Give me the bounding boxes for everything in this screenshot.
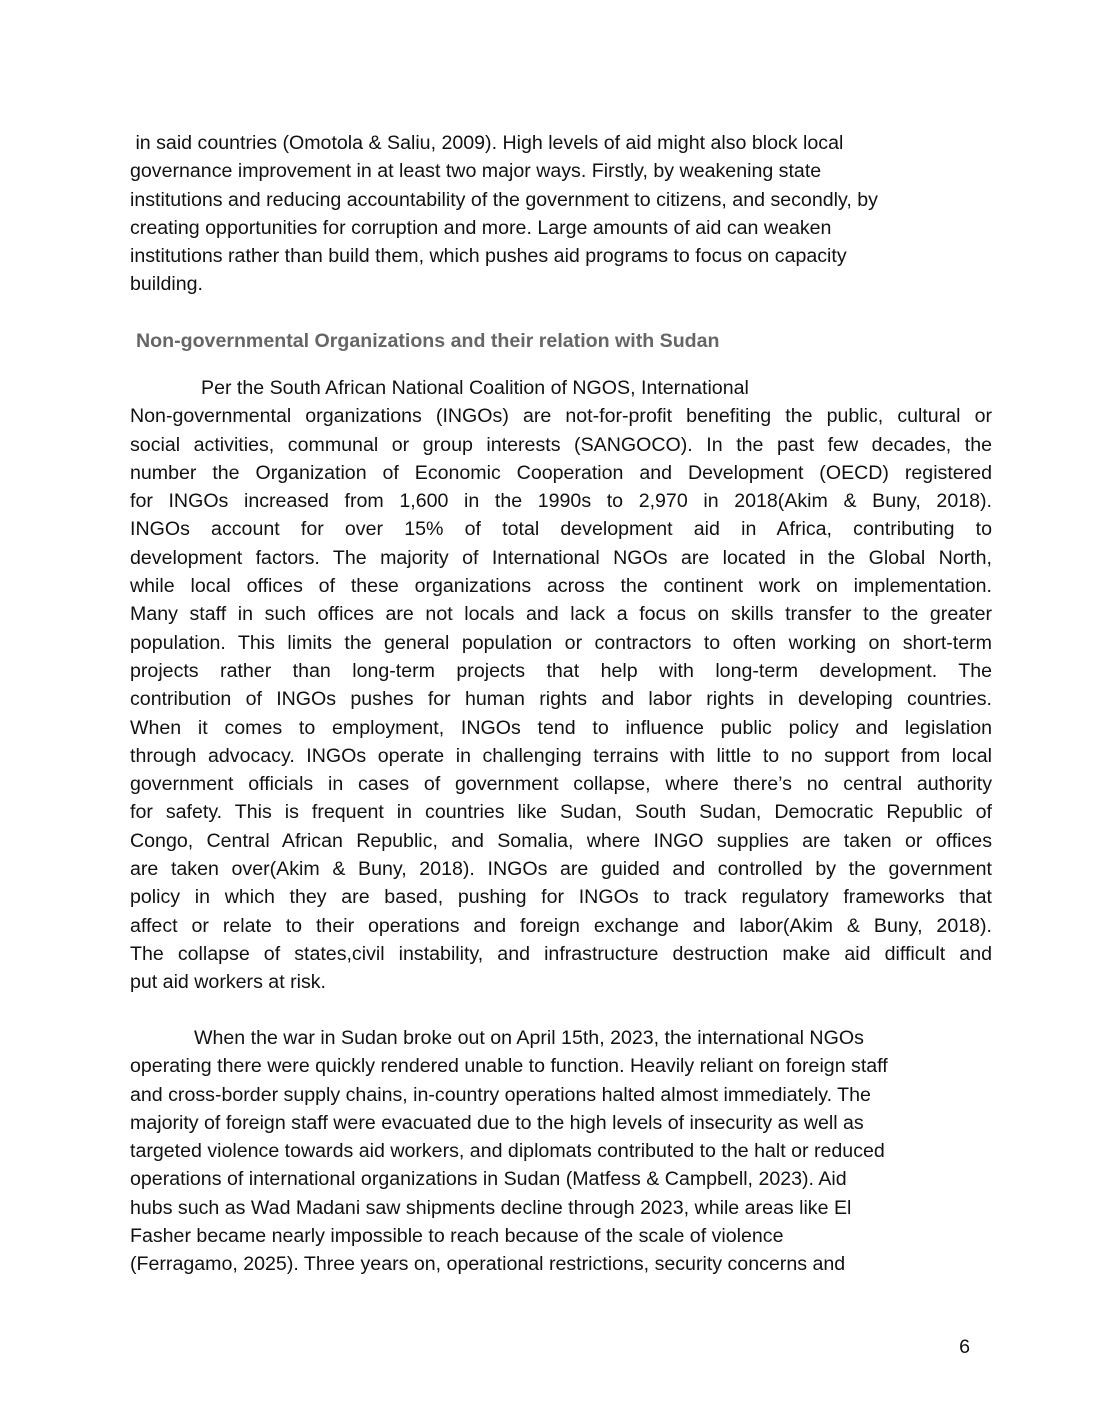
text-line: hubs such as Wad Madani saw shipments decline through 2023, while areas like El [130, 1196, 852, 1219]
text-line: government officials in cases of government collapse, where there’s no central authority [130, 773, 992, 796]
text-line: in said countries (Omotola & Saliu, 2009). High levels of aid might also block local [130, 132, 844, 154]
text-line: Non-governmental organizations (INGOs) are not-for-profit benefiting the public, cultural or [130, 405, 992, 428]
paragraph-sudan-war [130, 1024, 970, 1279]
text-line: When it comes to employment, INGOs tend to influence public policy and legislation [130, 716, 992, 739]
paragraph-ingos [130, 374, 992, 997]
text-line: The collapse of states,civil instability, and infrastructure destruction make aid difficult and [130, 942, 992, 965]
text-line: majority of foreign staff were evacuated due to the high levels of insecurity as well as [130, 1111, 864, 1134]
text-line: operating there were quickly rendered unable to function. Heavily reliant on foreign staff [130, 1055, 888, 1078]
text-line: projects rather than long-term projects that help with long-term development. The [130, 659, 992, 682]
text-line: affect or relate to their operations and foreign exchange and labor(Akim & Buny, 2018). [130, 914, 992, 937]
text-line: When the war in Sudan broke out on April 15th, 2023, the international NGOs [194, 1027, 864, 1049]
text-line: social activities, communal or group interests (SANGOCO). In the past few decades, the [130, 433, 992, 456]
text-line: Fasher became nearly impossible to reach because of the scale of violence [130, 1225, 784, 1248]
text-line: through advocacy. INGOs operate in challenging terrains with little to no support from local [130, 744, 992, 767]
text-line: for safety. This is frequent in countries like Sudan, South Sudan, Democratic Republic of [130, 801, 992, 824]
text-line: population. This limits the general population or contractors to often working on short-term [130, 631, 992, 654]
text-line: (Ferragamo, 2025). Three years on, operational restrictions, security concerns and [130, 1253, 846, 1276]
text-line: operations of international organizations in Sudan (Matfess & Campbell, 2023). Aid [130, 1168, 847, 1191]
text-line: Per the South African National Coalition of NGOS, International [201, 377, 749, 399]
text-line: INGOs account for over 15% of total development aid in Africa, contributing to [130, 518, 992, 541]
text-line: targeted violence towards aid workers, and diplomats contributed to the halt or reduced [130, 1140, 885, 1163]
text-line: number the Organization of Economic Cooperation and Development (OECD) registered [130, 461, 992, 484]
text-line: Many staff in such offices are not locals and lack a focus on skills transfer to the greater [130, 603, 992, 626]
text-line: contribution of INGOs pushes for human rights and labor rights in developing countries. [130, 688, 992, 711]
page-number: 6 [959, 1336, 970, 1358]
paragraph-aid-governance [130, 129, 970, 299]
text-line: Congo, Central African Republic, and Somalia, where INGO supplies are taken or offices [130, 829, 992, 852]
text-line: put aid workers at risk. [130, 971, 327, 994]
text-line: institutions rather than build them, which pushes aid programs to focus on capacity [130, 245, 847, 268]
text-line: governance improvement in at least two major ways. Firstly, by weakening state [130, 160, 822, 183]
text-line: creating opportunities for corruption and more. Large amounts of aid can weaken [130, 216, 832, 239]
text-line: and cross-border supply chains, in-country operations halted almost immediately. The [130, 1083, 871, 1106]
text-line: are taken over(Akim & Buny, 2018). INGOs are guided and controlled by the government [130, 858, 992, 881]
text-line: for INGOs increased from 1,600 in the 1990s to 2,970 in 2018(Akim & Buny, 2018). [130, 490, 992, 513]
text-line: development factors. The majority of International NGOs are located in the Global North, [130, 546, 992, 569]
text-line: while local offices of these organizations across the continent work on implementation. [130, 575, 992, 598]
text-line: building. [130, 273, 203, 296]
text-line: policy in which they are based, pushing for INGOs to track regulatory frameworks that [130, 886, 992, 909]
text-line: institutions and reducing accountability of the government to citizens, and secondly, by [130, 188, 878, 211]
section-heading: Non-governmental Organizations and their relation with Sudan [136, 330, 720, 352]
